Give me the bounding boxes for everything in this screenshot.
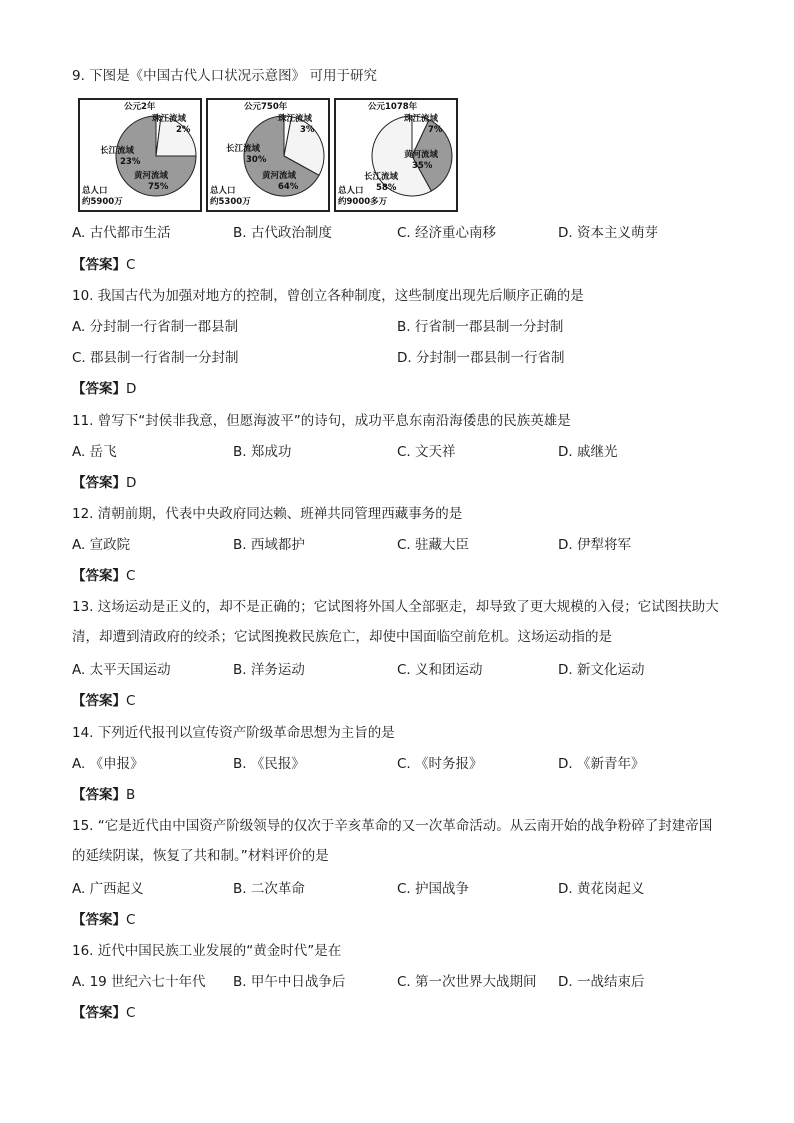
answer-value: C (126, 257, 136, 273)
answer-value: C (126, 693, 136, 709)
q10-option-a: A. 分封制一行省制一郡县制 (72, 319, 239, 335)
q11-option-c: C. 文天祥 (397, 444, 456, 460)
answer-value: C (126, 1005, 136, 1021)
q14-option-b: B. 《民报》 (233, 756, 305, 772)
q14-option-d: D. 《新青年》 (558, 756, 645, 772)
q13-option-c: C. 义和团运动 (397, 662, 483, 678)
pie-slice-name: 黄河流域 (404, 150, 439, 160)
q11-option-b: B. 郑成功 (233, 444, 292, 460)
pie-year-label: 公元2年 (124, 102, 156, 112)
q16-option-b: B. 甲午中日战争后 (233, 974, 346, 990)
question-16-stem: 16. 近代中国民族工业发展的“黄金时代”是在 (72, 943, 342, 959)
question-11-stem: 11. 曾写下“封侯非我意，但愿海波平”的诗句，成功平息东南沿海倭患的民族英雄是 (72, 413, 571, 429)
question-15-stem: 15. “它是近代由中国资产阶级领导的仅次于辛亥革命的又一次革命活动。从云南开始的战争粉碎了封建帝国的延续阴谋，恢复了共和制。”材料评价的是 (72, 818, 713, 864)
pie-total-label: 总人口 (82, 186, 108, 196)
answer-label: 【答案】 (72, 1005, 126, 1021)
pie-slice-name: 珠江流域 (278, 114, 313, 124)
pie-slice-label: 35% (412, 161, 433, 171)
pie-total-value: 约9000多万 (338, 197, 388, 207)
q12-option-d: D. 伊犁将军 (558, 537, 631, 553)
pie-slice-label: 2% (176, 125, 191, 135)
q12-option-c: C. 驻藏大臣 (397, 537, 470, 553)
q9-option-b: B. 古代政治制度 (233, 225, 332, 241)
pie-slice-label: 75% (148, 182, 169, 192)
pie-year-label: 公元750年 (244, 102, 288, 112)
q16-option-a: A. 19 世纪六七十年代 (72, 974, 206, 990)
pie-slice-label: 3% (300, 125, 315, 135)
pie-slice-name: 长江流域 (226, 144, 261, 154)
q15-answer (72, 911, 135, 929)
pie-slice-label: 23% (120, 157, 141, 167)
pie-slice-name: 珠江流域 (152, 114, 187, 124)
question-14-stem: 14. 下列近代报刊以宣传资产阶级革命思想为主旨的是 (72, 725, 395, 741)
pie-total-value: 约5900万 (82, 197, 123, 207)
answer-value: C (126, 912, 136, 928)
q12-option-a: A. 宣政院 (72, 537, 131, 553)
question-9-stem: 9. 下图是《中国古代人口状况示意图》 可用于研究 (72, 68, 377, 84)
pie-slice-label: 58% (376, 183, 397, 193)
q16-option-d: D. 一战结束后 (558, 974, 645, 990)
q15-option-c: C. 护国战争 (397, 881, 470, 897)
answer-label: 【答案】 (72, 257, 126, 273)
q11-answer (72, 474, 136, 492)
q14-option-a: A. 《申报》 (72, 756, 144, 772)
question-12-stem: 12. 清朝前期，代表中央政府同达赖、班禅共同管理西藏事务的是 (72, 506, 463, 522)
answer-label: 【答案】 (72, 787, 126, 803)
q13-option-d: D. 新文化运动 (558, 662, 645, 678)
q12-answer (72, 567, 135, 585)
q9-option-c: C. 经济重心南移 (397, 225, 497, 241)
pie-slice-label: 64% (278, 182, 299, 192)
pie-chart-ad2 (78, 98, 202, 212)
answer-label: 【答案】 (72, 381, 126, 397)
pie-chart-ad750 (206, 98, 330, 212)
pie-slice-name: 珠江流域 (404, 114, 439, 124)
answer-label: 【答案】 (72, 475, 126, 491)
q14-option-c: C. 《时务报》 (397, 756, 483, 772)
q10-option-b: B. 行省制一郡县制一分封制 (397, 319, 564, 335)
q9-option-a: A. 古代都市生活 (72, 225, 171, 241)
q9-option-d: D. 资本主义萌芽 (558, 225, 658, 241)
pie-slice-name: 黄河流域 (134, 171, 169, 181)
question-10-stem: 10. 我国古代为加强对地方的控制，曾创立各种制度，这些制度出现先后顺序正确的是 (72, 288, 584, 304)
q14-answer (72, 786, 135, 804)
pie-year-label: 公元1078年 (368, 102, 418, 112)
pie-chart-ad1078 (334, 98, 458, 212)
question-13-stem: 13. 这场运动是正义的，却不是正确的；它试图将外国人全部驱走，却导致了更大规模的入侵；它试图扶助大清，却遭到清政府的绞杀；它试图挽救民族危亡，却使中国面临空前危机。这场运动指的是 (72, 599, 719, 645)
q11-option-d: D. 戚继光 (558, 444, 618, 460)
q13-option-b: B. 洋务运动 (233, 662, 305, 678)
q13-answer (72, 692, 135, 710)
answer-label: 【答案】 (72, 912, 126, 928)
q16-answer (72, 1004, 135, 1022)
pie-slice-name: 长江流域 (100, 146, 135, 156)
q10-option-d: D. 分封制一郡县制一行省制 (397, 350, 565, 366)
pie-total-value: 约5300万 (210, 197, 251, 207)
answer-label: 【答案】 (72, 693, 126, 709)
answer-label: 【答案】 (72, 568, 126, 584)
q15-option-a: A. 广西起义 (72, 881, 144, 897)
q9-answer (72, 256, 135, 274)
answer-value: B (126, 787, 136, 803)
pie-slice-label: 7% (428, 125, 443, 135)
answer-value: D (126, 475, 137, 491)
q15-option-b: B. 二次革命 (233, 881, 305, 897)
pie-slice-name: 长江流域 (364, 172, 399, 182)
q10-option-c: C. 郡县制一行省制一分封制 (72, 350, 239, 366)
pie-slice-label: 30% (246, 155, 267, 165)
q16-option-c: C. 第一次世界大战期间 (397, 974, 537, 990)
q10-answer (72, 380, 136, 398)
q11-option-a: A. 岳飞 (72, 444, 117, 460)
answer-value: C (126, 568, 136, 584)
q12-option-b: B. 西域都护 (233, 537, 305, 553)
q13-option-a: A. 太平天国运动 (72, 662, 171, 678)
answer-value: D (126, 381, 137, 397)
q15-option-d: D. 黄花岗起义 (558, 881, 645, 897)
pie-total-label: 总人口 (338, 186, 364, 196)
pie-slice-name: 黄河流域 (262, 171, 297, 181)
pie-total-label: 总人口 (210, 186, 236, 196)
